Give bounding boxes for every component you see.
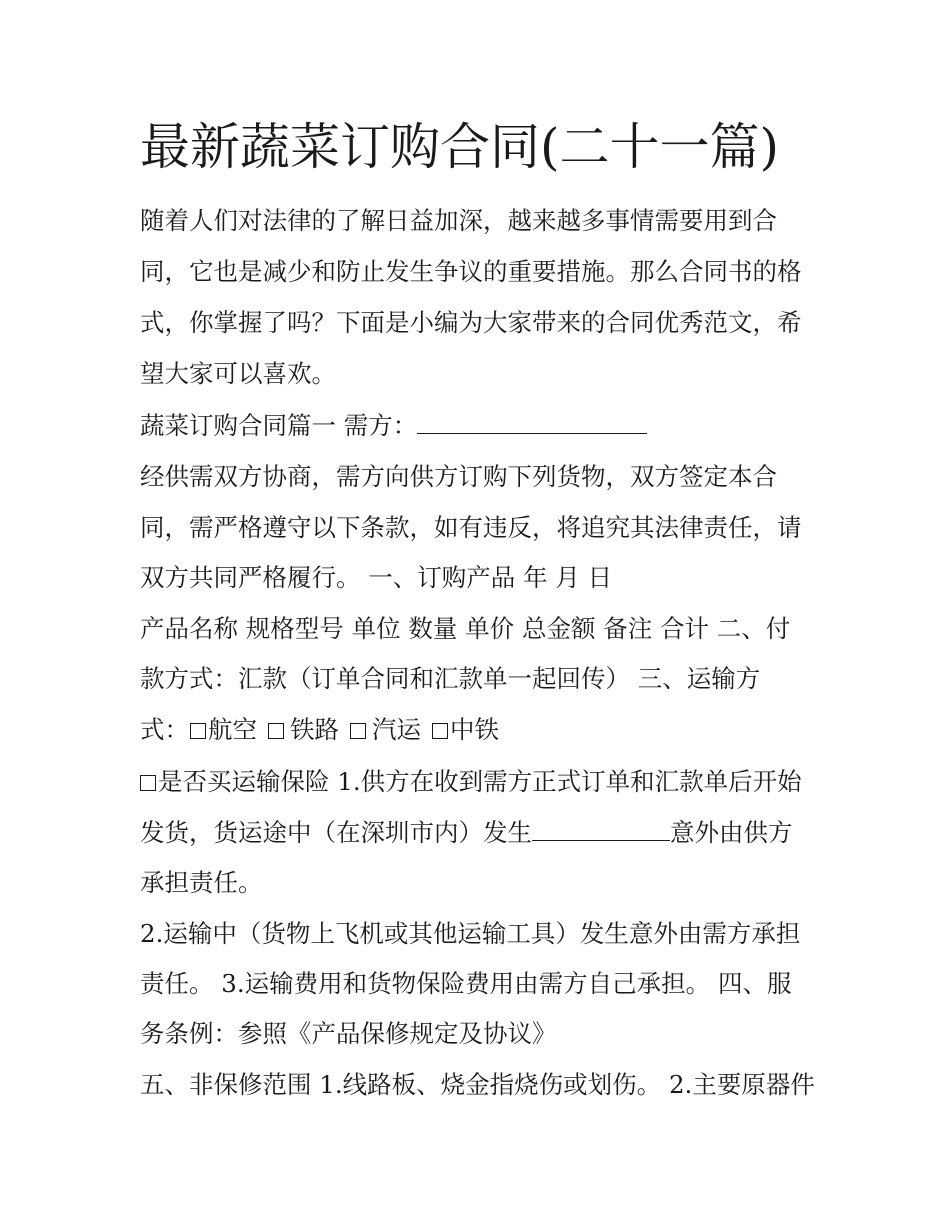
checkbox-rail[interactable] [268,723,284,739]
paragraph-line: 经供需双方协商，需方向供方订购下列货物，双方签定本合 [140,462,777,491]
paragraph-line: 双方共同严格履行。 一、订购产品 年 月 日 [140,563,613,592]
insurance-line [140,765,820,799]
delivery-line [140,816,820,850]
paragraph-line: 2.运输中（货物上飞机或其他运输工具）发生意外由需方承担 [140,919,801,948]
option-zhongtie: 中铁 [450,715,499,744]
checkbox-road[interactable] [350,723,366,739]
paragraph-line: 款方式：汇款（订单合同和汇款单一起回传） 三、运输方 [140,664,761,693]
paragraph-line: 同，它也是减少和防止发生争议的重要措施。那么合同书的格 [140,257,802,286]
paragraph-line: 随着人们对法律的了解日益加深，越来越多事情需要用到合 [140,206,777,235]
paragraph-line: 承担责任。 [140,868,263,897]
checkbox-zhongtie[interactable] [432,723,448,739]
incident-blank [532,818,670,841]
option-air: 航空 [208,715,257,744]
paragraph-line: 式，你掌握了吗？下面是小编为大家带来的合同优秀范文，希 [140,308,802,337]
paragraph-line: 责任。 3.运输费用和货物保险费用由需方自己承担。 四、服 [140,969,792,998]
buyer-blank [417,411,647,434]
paragraph-line: 同，需严格遵守以下条款，如有违反，将追究其法律责任，请 [140,513,802,542]
option-road: 汽运 [372,715,421,744]
paragraph-line: 五、非保修范围 1.线路板、烧金指烧伤或划伤。 2.主要原器件 [140,1070,815,1099]
checkbox-air[interactable] [190,723,206,739]
document-title: 最新蔬菜订购合同(二十一篇) [140,118,780,176]
transport-label: 式： [140,715,189,744]
buyer-line [140,409,820,443]
transport-options-line [140,713,820,747]
option-rail: 铁路 [290,715,339,744]
paragraph-line: 望大家可以喜欢。 [140,359,336,388]
insurance-text: 是否买运输保险 1.供方在收到需方正式订单和汇款单后开始 [158,767,802,796]
paragraph-line: 产品名称 规格型号 单位 数量 单价 总金额 备注 合计 二、付 [140,614,791,643]
checkbox-insurance[interactable] [140,775,156,791]
paragraph-line: 务条例：参照《产品保修规定及协议》 [140,1019,557,1048]
delivery-prefix: 发货，货运途中（在深圳市内）发生 [140,818,532,847]
buyer-label: 蔬菜订购合同篇一 需方： [140,411,418,440]
delivery-suffix: 意外由供方 [670,818,793,847]
